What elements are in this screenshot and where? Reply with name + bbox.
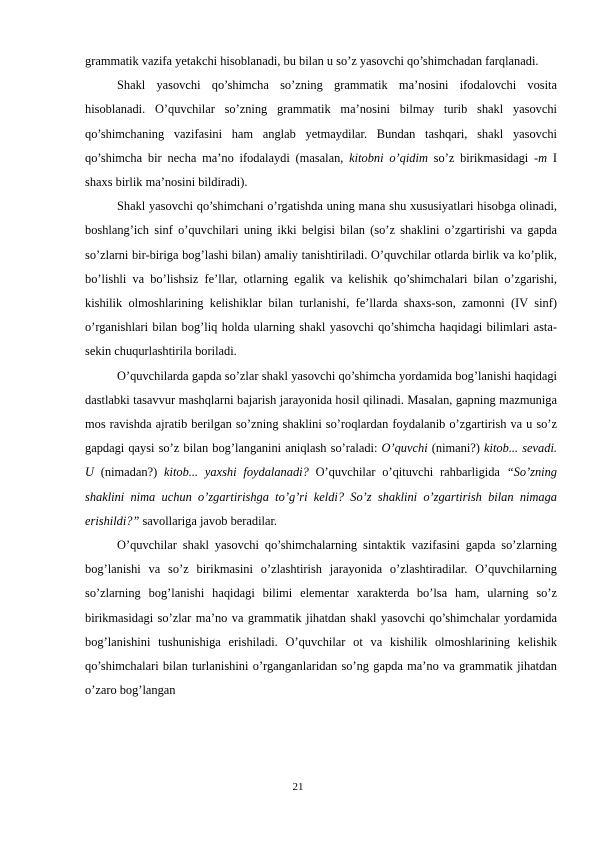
paragraph-2 xyxy=(85,73,557,194)
text-run: savollariga javob beradilar. xyxy=(139,513,278,528)
italic-text: kitob... yaxshi foydalanadi? xyxy=(164,465,309,480)
text-run: grammatik vazifa yetakchi hisoblanadi, bu bilan u so’z yasovchi qo’shimchadan farqlanadi. xyxy=(85,54,539,68)
paragraph-3 xyxy=(85,194,557,363)
text-run: O’quvchilar shakl yasovchi qo’shimchalarning sintaktik vazifasini gapda so’zlarning bog’lanishi va so’z birikmasini o’zlashtirish jarayonida o’zlashtiradilar. O’quvchilarning so’zlarning bog’lanishi haqidagi bilimi elementar xarakterda bo’lsa ham, ularning so’z birikmasidagi so’zlar ma’no va grammatik jihatdan shakl yasovchi qo’shimchalar yordamida bog’lanishini tushunishiga erishiladi. O’quvchilar ot va kishilik olmoshlarining kelishik qo’shimchalari bilan turlanishini o’rganganlaridan so’ng gapda ma’no va grammatik jihatdan o’zaro bog’langan xyxy=(85,538,557,698)
italic-text: -m xyxy=(534,150,548,165)
paragraph-4 xyxy=(85,364,557,533)
text-run: I shaxs birlik ma’nosini bildiradi). xyxy=(85,150,557,190)
document-body xyxy=(85,49,557,702)
text-run: O’quvchilar o’qituvchi rahbarligida xyxy=(308,465,507,480)
italic-text: kitobni o’qidim xyxy=(349,150,428,165)
italic-text: O’quvchi xyxy=(381,441,428,456)
paragraph-1 xyxy=(85,49,557,73)
italic-text: kitob... sevadi. U xyxy=(85,441,557,480)
italic-text: “So’zning shaklini nima uchun o’zgartirishga to’g’ri keldi? So’z shaklini o’zgartirish bilan nimaga erishildi?” xyxy=(85,465,557,528)
paragraph-5 xyxy=(85,533,557,702)
text-run: Shakl yasovchi qo’shimchani o’rgatishda uning mana shu xususiyatlari hisobga olinadi, boshlang’ich sinf o’quvchilari uning ikki belgisi bilan (so’z shaklini o’zgartirishi va gapda so’zlarni bir-biriga bog’lashi bilan) amaliy tanishtiriladi. O’quvchilar otlarda birlik va ko’plik, bo’lishli va bo’lishsiz fe’llar, otlarning egalik va kelishik qo’shimchalari bilan o’zgarishi, kishilik olmoshlarining kelishiklar bilan turlanishi, fe’llarda shaxs-son, zamonni (IV sinf) o’rganishlari bilan bog’liq holda ularning shakl yasovchi qo’shimcha haqidagi bilimlari asta-sekin chuqurlashtirila boriladi. xyxy=(85,199,557,359)
text-run: Shakl yasovchi qo’shimcha so’zning grammatik ma’nosini ifodalovchi vosita hisoblanadi. O’quvchilar so’zning grammatik ma’nosini bilmay turib shakl yasovchi qo’shimchaning vazifasini ham anglab yetmaydilar. Bundan tashqari, shakl yasovchi qo’shimcha bir necha ma’no ifodalaydi (masalan, xyxy=(85,78,557,165)
text-run: so’z birikmasidagi xyxy=(427,150,535,165)
text-run: (nimani?) xyxy=(427,441,485,456)
text-run: (nimadan?) xyxy=(93,465,165,480)
text-run: O’quvchilarda gapda so’zlar shakl yasovchi qo’shimcha yordamida bog’lanishi haqidagi dastlabki tasavvur mashqlarni bajarish jarayonida hosil qilinadi. Masalan, gapning mazmuniga mos ravishda ajratib berilgan so’zning shaklini so’roqlardan foydalanib o’zgartirish va u so’z gapdagi qaysi so’z bilan bog’langanini aniqlash so’raladi: xyxy=(85,368,557,456)
page-number: 21 xyxy=(292,781,304,793)
